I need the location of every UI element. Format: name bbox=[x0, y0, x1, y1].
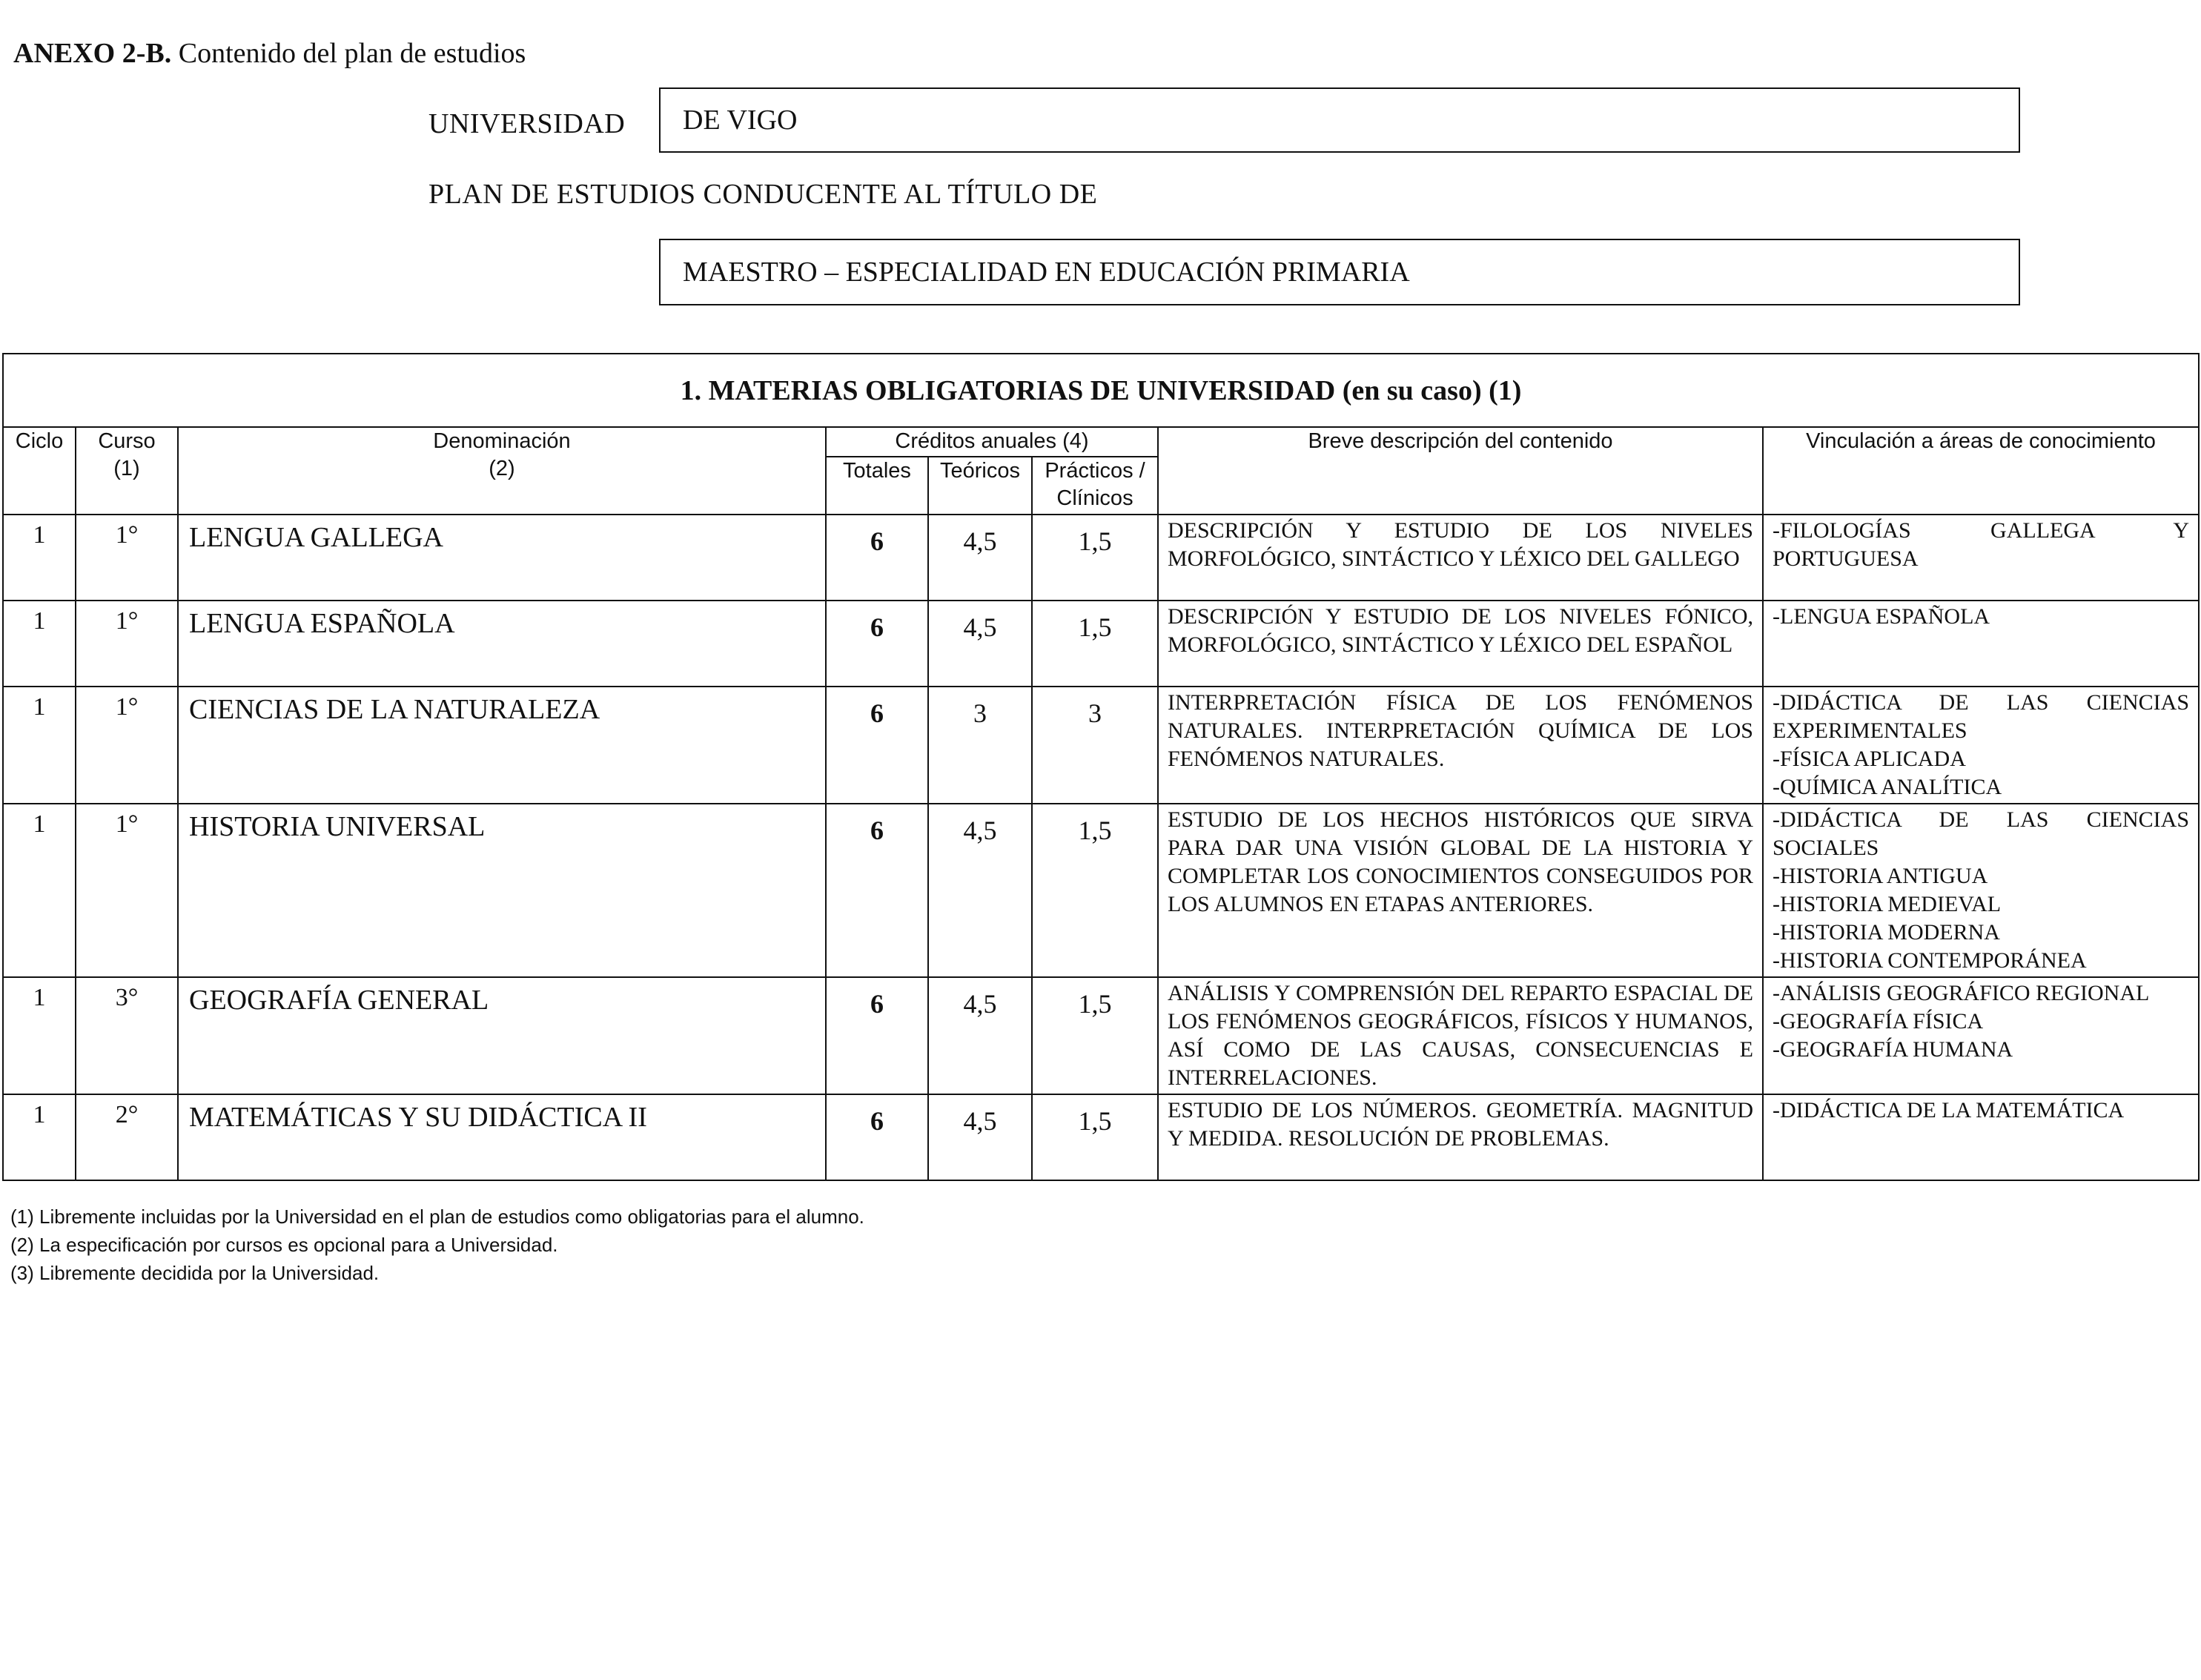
curso-cell: 1° bbox=[76, 687, 178, 804]
header-practicos: Prácticos / Clínicos bbox=[1032, 457, 1158, 515]
descripcion-cell: DESCRIPCIÓN Y ESTUDIO DE LOS NIVELES MORFOLÓGICO, SINTÁCTICO Y LÉXICO DEL GALLEGO bbox=[1158, 515, 1763, 601]
denominacion-cell: LENGUA ESPAÑOLA bbox=[178, 601, 826, 687]
descripcion-cell: ANÁLISIS Y COMPRENSIÓN DEL REPARTO ESPACIAL DE LOS FENÓMENOS GEOGRÁFICOS, FÍSICOS Y HUMANOS, ASÍ COMO DE LAS CAUSAS, CONSECUENCIAS E INTERRELACIONES. bbox=[1158, 977, 1763, 1094]
university-value: DE VIGO bbox=[683, 105, 798, 136]
descripcion-cell: ESTUDIO DE LOS NÚMEROS. GEOMETRÍA. MAGNITUD Y MEDIDA. RESOLUCIÓN DE PROBLEMAS. bbox=[1158, 1094, 1763, 1180]
descripcion-cell: INTERPRETACIÓN FÍSICA DE LOS FENÓMENOS NATURALES. INTERPRETACIÓN QUÍMICA DE LOS FENÓMENOS NATURALES. bbox=[1158, 687, 1763, 804]
table-title: 1. MATERIAS OBLIGATORIAS DE UNIVERSIDAD (en su caso) (1) bbox=[3, 354, 2199, 427]
header-denominacion-label: Denominación bbox=[433, 429, 571, 453]
header-teoricos: Teóricos bbox=[928, 457, 1032, 515]
descripcion-cell: DESCRIPCIÓN Y ESTUDIO DE LOS NIVELES FÓNICO, MORFOLÓGICO, SINTÁCTICO Y LÉXICO DEL ESPAÑOL bbox=[1158, 601, 1763, 687]
teoricos-cell: 4,5 bbox=[928, 977, 1032, 1094]
curso-cell: 3° bbox=[76, 977, 178, 1094]
teoricos-cell: 4,5 bbox=[928, 1094, 1032, 1180]
area-item: -FILOLOGÍAS GALLEGA Y PORTUGUESA bbox=[1773, 518, 2189, 571]
university-label: UNIVERSIDAD bbox=[428, 108, 626, 139]
areas-cell bbox=[1763, 977, 2199, 1094]
curso-cell: 1° bbox=[76, 804, 178, 977]
areas-cell bbox=[1763, 515, 2199, 601]
teoricos-cell: 4,5 bbox=[928, 804, 1032, 977]
header-curso bbox=[76, 427, 178, 515]
curso-cell: 1° bbox=[76, 515, 178, 601]
area-item: -GEOGRAFÍA HUMANA bbox=[1773, 1037, 2013, 1062]
areas-cell bbox=[1763, 1094, 2199, 1180]
totales-cell: 6 bbox=[826, 804, 928, 977]
area-item: -HISTORIA MEDIEVAL bbox=[1773, 892, 2002, 916]
areas-cell bbox=[1763, 601, 2199, 687]
denominacion-cell: MATEMÁTICAS Y SU DIDÁCTICA II bbox=[178, 1094, 826, 1180]
header-descripcion: Breve descripción del contenido bbox=[1158, 427, 1763, 515]
header-denominacion-note: (2) bbox=[489, 457, 515, 480]
totales-cell: 6 bbox=[826, 601, 928, 687]
footnote: (3) Libremente decidida por la Universidad. bbox=[10, 1262, 380, 1284]
area-item: -DIDÁCTICA DE LA MATEMÁTICA bbox=[1773, 1098, 2125, 1122]
curso-cell: 1° bbox=[76, 601, 178, 687]
practicos-cell: 1,5 bbox=[1032, 977, 1158, 1094]
header-vinculacion: Vinculación a áreas de conocimiento bbox=[1763, 427, 2199, 515]
table-row bbox=[3, 687, 2199, 804]
area-item: -QUÍMICA ANALÍTICA bbox=[1773, 775, 2002, 799]
ciclo-cell: 1 bbox=[3, 1094, 76, 1180]
denominacion-cell: HISTORIA UNIVERSAL bbox=[178, 804, 826, 977]
area-item: -HISTORIA CONTEMPORÁNEA bbox=[1773, 948, 2087, 973]
footnotes bbox=[10, 1203, 864, 1287]
area-item: -LENGUA ESPAÑOLA bbox=[1773, 604, 1990, 629]
area-item: -FÍSICA APLICADA bbox=[1773, 747, 1966, 771]
practicos-cell: 1,5 bbox=[1032, 804, 1158, 977]
area-item: -HISTORIA ANTIGUA bbox=[1773, 864, 1988, 888]
header-totales: Totales bbox=[826, 457, 928, 515]
ciclo-cell: 1 bbox=[3, 977, 76, 1094]
ciclo-cell: 1 bbox=[3, 687, 76, 804]
annex-heading bbox=[13, 37, 526, 70]
table-row bbox=[3, 804, 2199, 977]
ciclo-cell: 1 bbox=[3, 515, 76, 601]
degree-title-box bbox=[659, 239, 2020, 305]
header-denominacion bbox=[178, 427, 826, 515]
table-row bbox=[3, 1094, 2199, 1180]
header-ciclo-label: Ciclo bbox=[15, 429, 64, 453]
practicos-cell: 1,5 bbox=[1032, 515, 1158, 601]
denominacion-cell: CIENCIAS DE LA NATURALEZA bbox=[178, 687, 826, 804]
teoricos-cell: 4,5 bbox=[928, 515, 1032, 601]
totales-cell: 6 bbox=[826, 977, 928, 1094]
degree-title-value: MAESTRO – ESPECIALIDAD EN EDUCACIÓN PRIMARIA bbox=[683, 257, 1410, 288]
practicos-cell: 1,5 bbox=[1032, 1094, 1158, 1180]
totales-cell: 6 bbox=[826, 515, 928, 601]
annex-title: Contenido del plan de estudios bbox=[178, 38, 526, 69]
header-curso-label: Curso bbox=[98, 429, 156, 453]
totales-cell: 6 bbox=[826, 1094, 928, 1180]
area-item: -HISTORIA MODERNA bbox=[1773, 920, 2000, 945]
teoricos-cell: 3 bbox=[928, 687, 1032, 804]
ciclo-cell: 1 bbox=[3, 601, 76, 687]
header-creditos: Créditos anuales (4) bbox=[826, 427, 1158, 457]
footnote: (1) Libremente incluidas por la Universidad en el plan de estudios como obligatorias para el alumno. bbox=[10, 1206, 864, 1228]
table-row bbox=[3, 977, 2199, 1094]
plan-label: PLAN DE ESTUDIOS CONDUCENTE AL TÍTULO DE bbox=[428, 179, 1098, 210]
ciclo-cell: 1 bbox=[3, 804, 76, 977]
area-item: -DIDÁCTICA DE LAS CIENCIAS SOCIALES bbox=[1773, 807, 2189, 860]
area-item: -GEOGRAFÍA FÍSICA bbox=[1773, 1009, 1984, 1034]
denominacion-cell: GEOGRAFÍA GENERAL bbox=[178, 977, 826, 1094]
areas-cell bbox=[1763, 687, 2199, 804]
table-row bbox=[3, 601, 2199, 687]
totales-cell: 6 bbox=[826, 687, 928, 804]
denominacion-cell: LENGUA GALLEGA bbox=[178, 515, 826, 601]
practicos-cell: 1,5 bbox=[1032, 601, 1158, 687]
teoricos-cell: 4,5 bbox=[928, 601, 1032, 687]
practicos-cell: 3 bbox=[1032, 687, 1158, 804]
university-box bbox=[659, 87, 2020, 153]
table-row bbox=[3, 515, 2199, 601]
descripcion-cell: ESTUDIO DE LOS HECHOS HISTÓRICOS QUE SIRVA PARA DAR UNA VISIÓN GLOBAL DE LA HISTORIA Y COMPLETAR LOS CONOCIMIENTOS CONSEGUIDOS POR LOS ALUMNOS EN ETAPAS ANTERIORES. bbox=[1158, 804, 1763, 977]
areas-cell bbox=[1763, 804, 2199, 977]
area-item: -ANÁLISIS GEOGRÁFICO REGIONAL bbox=[1773, 981, 2150, 1005]
subjects-table bbox=[2, 353, 2200, 1181]
area-item: -DIDÁCTICA DE LAS CIENCIAS EXPERIMENTALES bbox=[1773, 690, 2189, 743]
footnote: (2) La especificación por cursos es opcional para a Universidad. bbox=[10, 1234, 558, 1256]
annex-label: ANEXO 2-B. bbox=[13, 38, 172, 69]
header-ciclo bbox=[3, 427, 76, 515]
curso-cell: 2° bbox=[76, 1094, 178, 1180]
header-curso-note: (1) bbox=[113, 457, 140, 480]
